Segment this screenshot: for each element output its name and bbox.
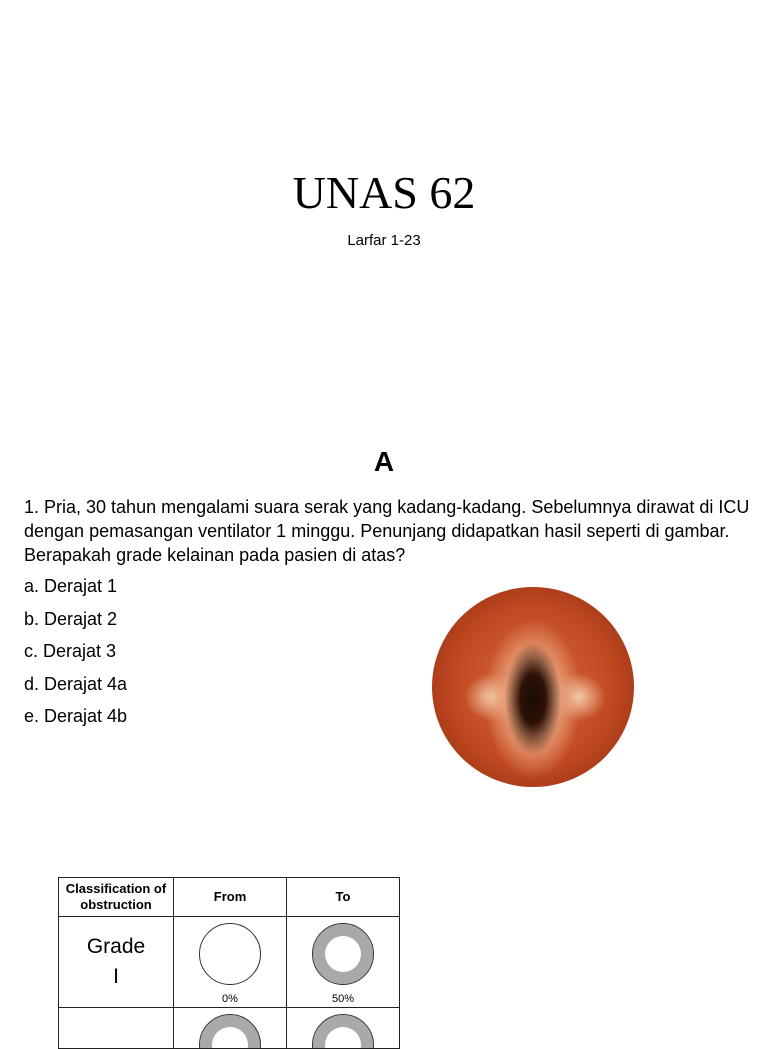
obstruction-grade-table xyxy=(58,877,400,1049)
page-subtitle: Larfar 1-23 xyxy=(347,232,421,249)
table-row xyxy=(59,1008,400,1049)
grade-cell xyxy=(59,1008,174,1049)
option-d: d. Derajat 4a xyxy=(24,673,128,694)
header-from: From xyxy=(174,878,287,917)
header-to: To xyxy=(287,878,400,917)
answer-options xyxy=(24,574,127,737)
question-text: 1. Pria, 30 tahun mengalami suara serak yang kadang-kadang. Sebelumnya dirawat di ICU dengan pemasangan ventilator 1 minggu. Penunjang didapatkan hasil seperti di gambar. Berapakah grade kelainan pada pasien di atas? xyxy=(24,497,750,565)
option-a: a. Derajat 1 xyxy=(24,576,118,596)
table-row xyxy=(59,917,400,1008)
from-cell xyxy=(174,917,287,1008)
from-cell xyxy=(174,1008,287,1049)
grade-cell xyxy=(59,917,174,1008)
grade-number: I xyxy=(113,965,119,988)
grade-label: Grade xyxy=(86,935,146,958)
option-c: c. Derajat 3 xyxy=(24,641,117,661)
from-percent: 0% xyxy=(222,993,238,1005)
to-cell xyxy=(287,1008,400,1049)
stenosis-ring-circle xyxy=(312,1014,374,1049)
open-airway-circle xyxy=(199,923,261,985)
option-b: b. Derajat 2 xyxy=(24,608,118,629)
laryngoscopy-image xyxy=(432,587,634,787)
stenosis-ring-circle xyxy=(199,1014,261,1049)
page-title: UNAS 62 xyxy=(292,167,476,218)
to-percent: 50% xyxy=(331,993,355,1005)
answer-key: A xyxy=(373,446,395,477)
option-e: e. Derajat 4b xyxy=(24,706,128,726)
header-classification: Classification of obstruction xyxy=(59,878,174,917)
to-cell xyxy=(287,917,400,1008)
table-header-row xyxy=(59,878,400,917)
stenosis-ring-circle xyxy=(312,923,374,985)
